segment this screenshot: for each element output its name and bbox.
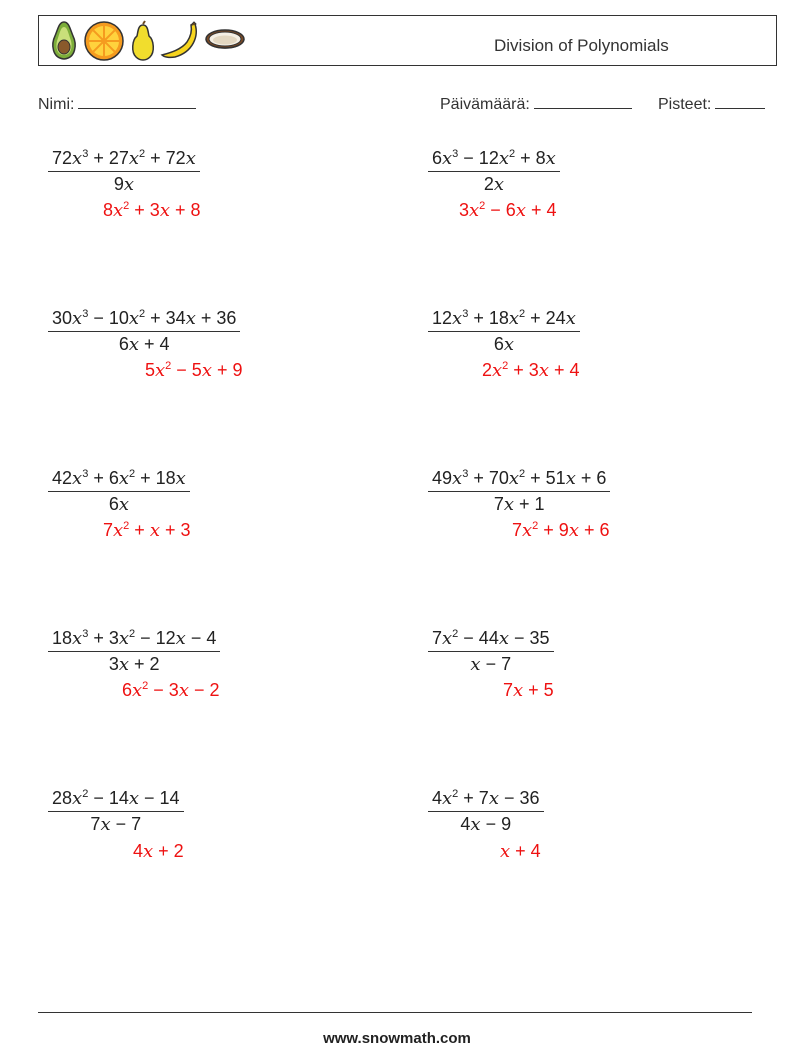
denominator: 9x — [113, 174, 134, 195]
denominator: 6x — [108, 494, 129, 515]
problem-2 — [428, 148, 560, 195]
denominator: 6x — [493, 334, 514, 355]
numerator: $4x^2 + 7x - 36$ — [428, 788, 544, 812]
denominator: 2x — [483, 174, 504, 195]
name-line[interactable] — [78, 94, 196, 109]
answer-2: $3x^2 - 6x + 4$ — [459, 200, 557, 221]
coconut-icon — [203, 20, 247, 62]
numerator: $72x^3 + 27x^2 + 72x$ — [48, 148, 200, 172]
problem-7 — [48, 628, 220, 675]
pear-icon — [127, 20, 159, 62]
problem-10 — [428, 788, 544, 835]
numerator: $6x^3 - 12x^2 + 8x$ — [428, 148, 560, 172]
score-line[interactable] — [715, 94, 765, 109]
answer-9: 4x + 2 — [133, 841, 184, 862]
date-line[interactable] — [534, 94, 632, 109]
name-label: Nimi: — [38, 96, 75, 113]
answer-10: x + 4 — [500, 841, 541, 862]
problem-4 — [428, 308, 580, 355]
avocado-icon — [47, 20, 81, 62]
numerator: $42x^3 + 6x^2 + 18x$ — [48, 468, 190, 492]
name-field — [38, 94, 196, 114]
numerator: $12x^3 + 18x^2 + 24x$ — [428, 308, 580, 332]
fruit-icons — [47, 20, 247, 62]
date-field — [440, 94, 632, 114]
worksheet-header — [38, 15, 777, 66]
denominator: 3x + 2 — [108, 654, 160, 675]
denominator: 7x + 1 — [493, 494, 545, 515]
problem-3 — [48, 308, 240, 355]
answer-1: $8x^2 + 3x + 8$ — [103, 200, 201, 221]
denominator: x − 7 — [470, 654, 512, 675]
answer-7: $6x^2 - 3x - 2$ — [122, 680, 220, 701]
footer-url[interactable]: www.snowmath.com — [323, 1030, 471, 1047]
answer-6: $7x^2 + 9x + 6$ — [512, 520, 610, 541]
answer-4: $2x^2 + 3x + 4$ — [482, 360, 580, 381]
problem-8 — [428, 628, 554, 675]
page-title: Division of Polynomials — [494, 36, 669, 55]
problem-1 — [48, 148, 200, 195]
numerator: $28x^2 - 14x - 14$ — [48, 788, 184, 812]
problem-5 — [48, 468, 190, 515]
numerator: $30x^3 - 10x^2 + 34x + 36$ — [48, 308, 240, 332]
denominator: 4x − 9 — [460, 814, 512, 835]
denominator: 6x + 4 — [118, 334, 170, 355]
denominator: 7x − 7 — [90, 814, 142, 835]
answer-3: $5x^2 - 5x + 9$ — [145, 360, 243, 381]
numerator: $18x^3 + 3x^2 - 12x - 4$ — [48, 628, 220, 652]
score-label: Pisteet: — [658, 96, 712, 113]
problem-6 — [428, 468, 610, 515]
numerator: $7x^2 - 44x - 35$ — [428, 628, 554, 652]
answer-5: $7x^2 + x + 3$ — [103, 520, 191, 541]
numerator: $49x^3 + 70x^2 + 51x + 6$ — [428, 468, 610, 492]
problem-9 — [48, 788, 184, 835]
score-field — [658, 94, 765, 114]
date-label: Päivämäärä: — [440, 96, 530, 113]
footer-divider — [38, 1012, 752, 1013]
orange-icon — [81, 20, 127, 62]
banana-icon — [159, 20, 203, 62]
answer-8: 7x + 5 — [503, 680, 554, 701]
